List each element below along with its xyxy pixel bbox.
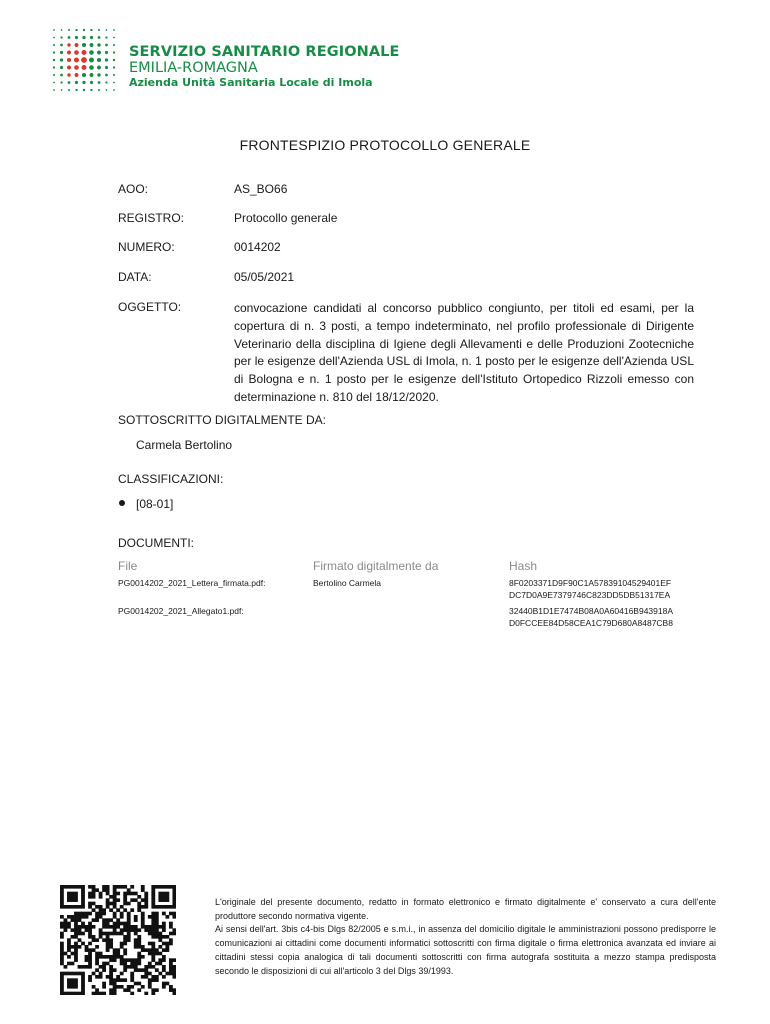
classificazione-item: [08-01] (136, 497, 174, 511)
classificazioni-label: CLASSIFICAZIONI: (118, 472, 224, 486)
data-label: DATA: (118, 270, 152, 284)
signer-name: Carmela Bertolino (136, 438, 233, 452)
oggetto-label: OGGETTO: (118, 300, 182, 314)
org-name-line3: Azienda Unità Sanitaria Locale di Imola (129, 76, 373, 89)
col-header-hash: Hash (509, 559, 538, 573)
org-name-line2: EMILIA-ROMAGNA (129, 60, 258, 76)
footer-note (215, 896, 716, 978)
registro-value: Protocollo generale (234, 211, 338, 225)
doc-row-2-hash-line2: D0FCCEE84D58CEA1C79D680A8487CB8 (509, 618, 673, 628)
org-name-line1: SERVIZIO SANITARIO REGIONALE (129, 44, 400, 60)
numero-label: NUMERO: (118, 240, 175, 254)
data-value: 05/05/2021 (234, 270, 295, 284)
qr-code-icon (60, 885, 176, 995)
doc-row-1-file: PG0014202_2021_Lettera_firmata.pdf: (118, 578, 266, 588)
aoo-label: AOO: (118, 182, 149, 196)
doc-row-1-hash-line2: DC7D0A9E7379746C823DD5DB51317EA (509, 590, 671, 600)
documenti-label: DOCUMENTI: (118, 536, 194, 550)
col-header-firmato: Firmato digitalmente da (313, 559, 439, 573)
numero-value: 0014202 (234, 240, 281, 254)
page-title: FRONTESPIZIO PROTOCOLLO GENERALE (239, 137, 531, 153)
aoo-value: AS_BO66 (234, 182, 288, 196)
ssr-logo-icon (50, 26, 116, 92)
col-header-file: File (118, 559, 138, 573)
sottoscritto-label: SOTTOSCRITTO DIGITALMENTE DA: (118, 413, 327, 427)
footer-text-2: Ai sensi dell'art. 3bis c4-bis Dlgs 82/2005 e s.m.i., in assenza del domicilio digitale le amministrazioni possono predisporre le comunicazioni ai cittadini come documenti informatici sottoscritti con firma digitale o firma elettronica avanzata ed inviare ai cittadini stessi copia analogica di tali documenti sottoscritti con firma autografa sostituita a mezzo stampa predisposta secondo le disposizioni di cui all'articolo 3 del Dlgs 39/1993. (215, 924, 716, 976)
doc-row-1-firmato: Bertolino Carmela (313, 578, 382, 588)
doc-row-2-file: PG0014202_2021_Allegato1.pdf: (118, 606, 244, 616)
doc-row-1-hash-line1: 8F0203371D9F90C1A57839104529401EF (509, 578, 672, 588)
doc-row-2-hash-line1: 32440B1D1E7474B08A0A60416B943918A (509, 606, 674, 616)
bullet-icon (119, 500, 125, 506)
oggetto-value: convocazione candidati al concorso pubblico congiunto, per titoli ed esami, per la copertura di n. 3 posti, a tempo indeterminato, nel profilo professionale di Dirigente Veterinario della disciplina di Igiene degli Allevamenti e delle Produzioni Zootecniche per le esigenze dell'Azienda USL di Imola, n. 1 posto per le esigenze dell'Azienda USL di Bologna e n. 1 posto per le esigenze dell'Istituto Ortopedico Rizzoli emesso con determinazione n. 810 del 18/12/2020. (234, 301, 694, 404)
org-header (129, 44, 400, 90)
registro-label: REGISTRO: (118, 211, 185, 225)
footer-text-1: L'originale del presente documento, redatto in formato elettronico e firmato digitalmente e' conservato a cura dell'ente produttore secondo normativa vigente. (215, 897, 716, 921)
